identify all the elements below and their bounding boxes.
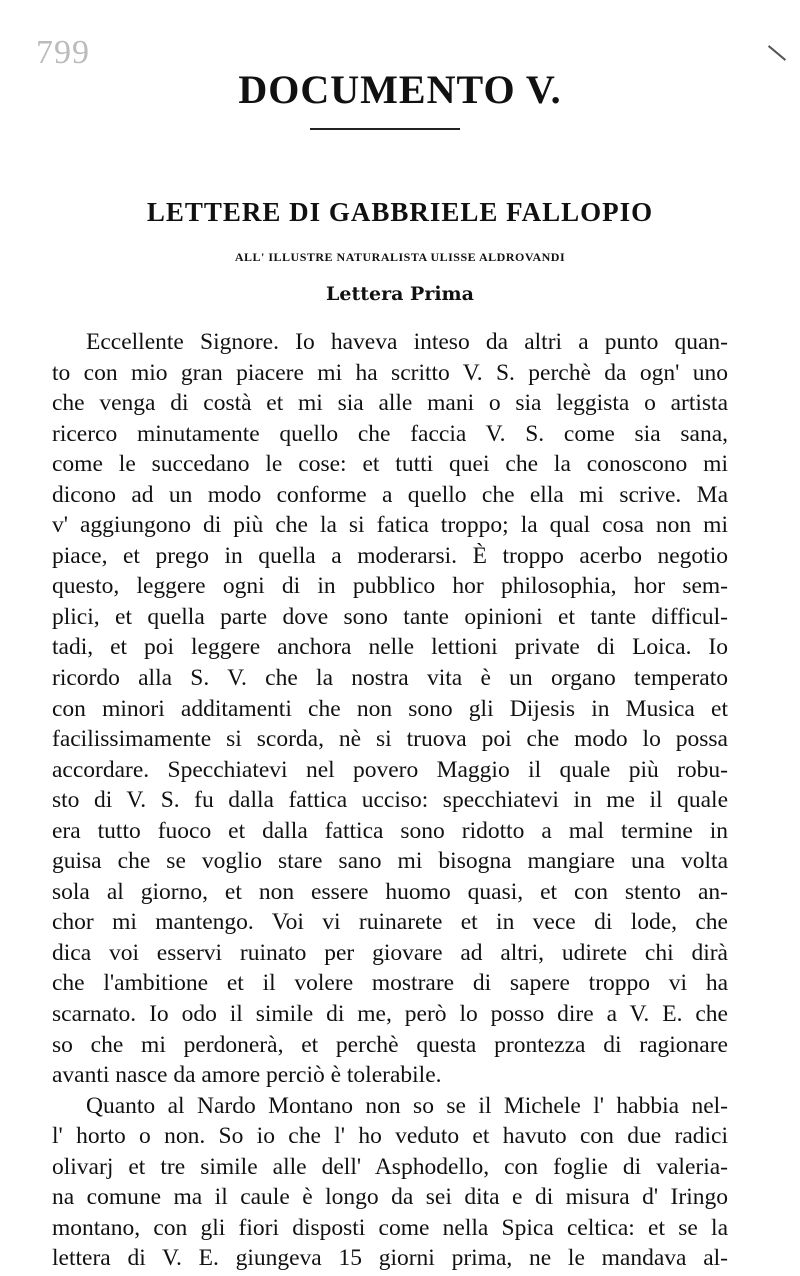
text-line: con minori additamenti che non sono gli Dijesis in Musica et — [52, 695, 728, 722]
text-line: ricerco minutamente quello che faccia V. S. come sia sana, — [52, 420, 728, 447]
text-line: che venga di costà et mi sia alle mani o sia leggista o artista — [52, 390, 728, 417]
paragraph — [52, 327, 728, 1091]
paragraph — [52, 1091, 728, 1274]
text-line: so che mi perdonerà, et perchè questa prontezza di ragionare — [52, 1031, 728, 1058]
text-line: montano, con gli fiori disposti come nella Spica celtica: et se la — [52, 1214, 728, 1241]
letter-body — [52, 327, 728, 1274]
text-line: tadi, et poi leggere anchora nelle lettioni private di Loica. Io — [52, 634, 728, 661]
text-line: sola al giorno, et non essere huomo quasi, et con stento an- — [52, 878, 728, 905]
title-rule — [310, 128, 460, 130]
text-line: scarnato. Io odo il simile di me, però lo posso dire a V. E. che — [52, 1001, 728, 1028]
document-title: DOCUMENTO V. — [238, 67, 562, 112]
page-number: 799 — [36, 34, 90, 71]
letter-heading: Lettera Prima — [326, 283, 474, 305]
document-subtitle: LETTERE DI GABBRIELE FALLOPIO — [146, 197, 654, 227]
dedication: ALL' ILLUSTRE NATURALISTA ULISSE ALDROVANDI — [234, 250, 566, 264]
text-line: plici, et quella parte dove sono tante opinioni et tante difficul- — [52, 603, 728, 630]
corner-mark — [768, 45, 786, 61]
text-line: come le succedano le cose: et tutti quei che la conoscono mi — [52, 451, 728, 478]
text-line: che l'ambitione et il volere mostrare di sapere troppo vi ha — [52, 970, 728, 997]
text-line: Quanto al Nardo Montano non so se il Michele l' habbia nel- — [86, 1092, 728, 1119]
text-line: sto di V. S. fu dalla fattica ucciso: specchiatevi in me il quale — [52, 787, 728, 814]
text-line: piace, et prego in quella a moderarsi. È troppo acerbo negotio — [52, 542, 728, 569]
text-line: facilissimamente si scorda, nè si truova poi che modo lo possa — [52, 726, 728, 753]
text-line: accordare. Specchiatevi nel povero Maggio il quale più robu- — [52, 756, 728, 783]
text-line: era tutto fuoco et dalla fattica sono ridotto a mal termine in — [52, 817, 728, 844]
text-line: questo, leggere ogni di in pubblico hor philosophia, hor sem- — [52, 573, 728, 600]
text-line: na comune ma il caule è longo da sei dita e di misura d' Iringo — [52, 1184, 728, 1211]
text-line: chor mi mantengo. Voi vi ruinarete et in vece di lode, che — [52, 909, 728, 936]
text-line: lettera di V. E. giungeva 15 giorni prima, ne le mandava al- — [52, 1245, 728, 1272]
text-line: ricordo alla S. V. che la nostra vita è un organo temperato — [52, 665, 728, 692]
text-line: Eccellente Signore. Io haveva inteso da altri a punto quan- — [86, 329, 728, 355]
text-line: v' aggiungono di più che la si fatica troppo; la qual cosa non mi — [52, 512, 728, 539]
text-line: to con mio gran piacere mi ha scritto V. S. perchè da ogn' uno — [52, 359, 728, 386]
text-line: olivarj et tre simile alle dell' Asphodello, con foglie di valeria- — [52, 1153, 728, 1180]
text-line: avanti nasce da amore perciò è tolerabile. — [52, 1062, 442, 1089]
text-line: guisa che se voglio stare sano mi bisogna mangiare una volta — [52, 848, 728, 875]
text-line: dica voi esservi ruinato per giovare ad altri, udirete chi dirà — [52, 939, 728, 966]
text-line: dicono ad un modo conforme a quello che ella mi scrive. Ma — [52, 481, 728, 508]
text-line: l' horto o non. So io che l' ho veduto et havuto con due radici — [52, 1123, 728, 1150]
